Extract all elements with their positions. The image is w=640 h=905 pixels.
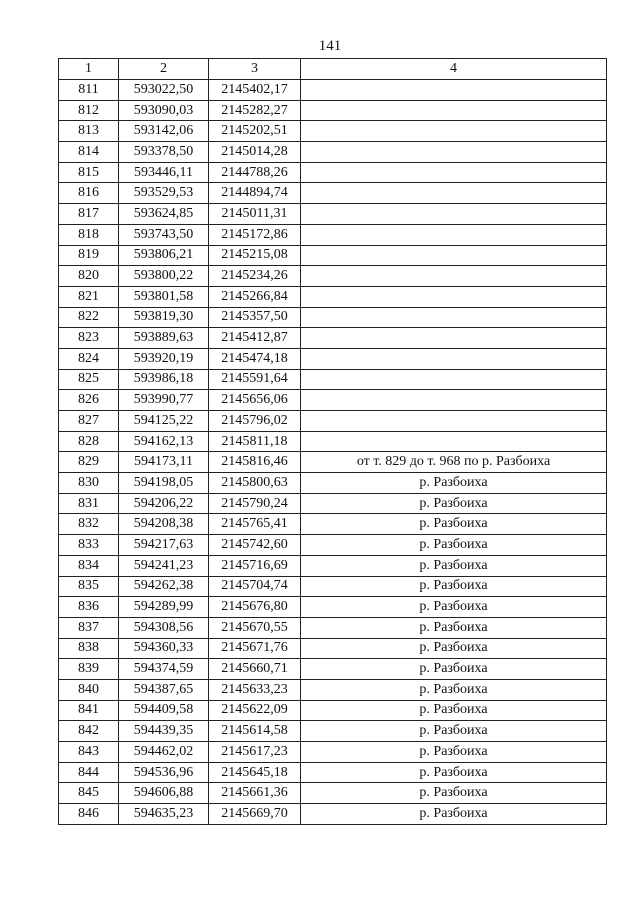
description-cell [301, 431, 607, 452]
y-coordinate-cell: 2144788,26 [209, 162, 301, 183]
table-row [59, 783, 607, 804]
y-coordinate-cell: 2145282,27 [209, 100, 301, 121]
point-number-cell: 833 [59, 535, 119, 556]
x-coordinate-cell: 594241,23 [119, 555, 209, 576]
point-number-cell: 817 [59, 204, 119, 225]
coordinates-table [58, 58, 607, 825]
description-cell: р. Разбоиха [301, 638, 607, 659]
table-row [59, 390, 607, 411]
y-coordinate-cell: 2145656,06 [209, 390, 301, 411]
y-coordinate-cell: 2145742,60 [209, 535, 301, 556]
description-cell [301, 80, 607, 101]
y-coordinate-cell: 2145645,18 [209, 762, 301, 783]
y-coordinate-cell: 2145671,76 [209, 638, 301, 659]
point-number-cell: 816 [59, 183, 119, 204]
point-number-cell: 834 [59, 555, 119, 576]
x-coordinate-cell: 593743,50 [119, 224, 209, 245]
table-row [59, 307, 607, 328]
x-coordinate-cell: 593986,18 [119, 369, 209, 390]
point-number-cell: 824 [59, 348, 119, 369]
description-cell: р. Разбоиха [301, 804, 607, 825]
x-coordinate-cell: 593378,50 [119, 142, 209, 163]
page-number: 141 [318, 38, 342, 54]
point-number-cell: 827 [59, 411, 119, 432]
point-number-cell: 836 [59, 597, 119, 618]
description-cell: р. Разбоиха [301, 493, 607, 514]
description-cell: р. Разбоиха [301, 721, 607, 742]
x-coordinate-cell: 593920,19 [119, 348, 209, 369]
point-number-cell: 839 [59, 659, 119, 680]
x-coordinate-cell: 594409,58 [119, 700, 209, 721]
x-coordinate-cell: 593801,58 [119, 286, 209, 307]
x-coordinate-cell: 593142,06 [119, 121, 209, 142]
x-coordinate-cell: 594173,11 [119, 452, 209, 473]
point-number-cell: 838 [59, 638, 119, 659]
point-number-cell: 844 [59, 762, 119, 783]
point-number-cell: 831 [59, 493, 119, 514]
y-coordinate-cell: 2145402,17 [209, 80, 301, 101]
y-coordinate-cell: 2145796,02 [209, 411, 301, 432]
point-number-cell: 842 [59, 721, 119, 742]
description-cell [301, 224, 607, 245]
description-cell [301, 411, 607, 432]
description-cell [301, 348, 607, 369]
table-row [59, 493, 607, 514]
x-coordinate-cell: 593090,03 [119, 100, 209, 121]
x-coordinate-cell: 594198,05 [119, 473, 209, 494]
x-coordinate-cell: 593022,50 [119, 80, 209, 101]
point-number-cell: 819 [59, 245, 119, 266]
description-cell: р. Разбоиха [301, 742, 607, 763]
x-coordinate-cell: 593889,63 [119, 328, 209, 349]
table-row [59, 369, 607, 390]
column-header-x-coordinate: 2 [119, 59, 209, 80]
x-coordinate-cell: 594462,02 [119, 742, 209, 763]
description-cell: р. Разбоиха [301, 514, 607, 535]
x-coordinate-cell: 594606,88 [119, 783, 209, 804]
description-cell: р. Разбоиха [301, 555, 607, 576]
point-number-cell: 812 [59, 100, 119, 121]
description-cell [301, 369, 607, 390]
description-cell [301, 307, 607, 328]
x-coordinate-cell: 594439,35 [119, 721, 209, 742]
point-number-cell: 846 [59, 804, 119, 825]
description-cell: р. Разбоиха [301, 762, 607, 783]
table-row [59, 162, 607, 183]
y-coordinate-cell: 2145790,24 [209, 493, 301, 514]
description-cell: р. Разбоиха [301, 679, 607, 700]
table-body [59, 80, 607, 825]
table-row [59, 700, 607, 721]
table-row [59, 204, 607, 225]
x-coordinate-cell: 594162,13 [119, 431, 209, 452]
point-number-cell: 814 [59, 142, 119, 163]
point-number-cell: 829 [59, 452, 119, 473]
column-header-point-number: 1 [59, 59, 119, 80]
point-number-cell: 835 [59, 576, 119, 597]
x-coordinate-cell: 593529,53 [119, 183, 209, 204]
table-row [59, 224, 607, 245]
x-coordinate-cell: 594206,22 [119, 493, 209, 514]
table-row [59, 638, 607, 659]
description-cell [301, 390, 607, 411]
point-number-cell: 837 [59, 617, 119, 638]
description-cell: р. Разбоиха [301, 659, 607, 680]
y-coordinate-cell: 2145215,08 [209, 245, 301, 266]
point-number-cell: 822 [59, 307, 119, 328]
description-cell [301, 328, 607, 349]
table-row [59, 411, 607, 432]
table-row [59, 659, 607, 680]
table-row [59, 514, 607, 535]
table-row [59, 617, 607, 638]
point-number-cell: 815 [59, 162, 119, 183]
table-row [59, 121, 607, 142]
y-coordinate-cell: 2145704,74 [209, 576, 301, 597]
y-coordinate-cell: 2145716,69 [209, 555, 301, 576]
point-number-cell: 830 [59, 473, 119, 494]
table-row [59, 679, 607, 700]
table-header-row [59, 59, 607, 80]
description-cell: р. Разбоиха [301, 576, 607, 597]
table-row [59, 804, 607, 825]
point-number-cell: 845 [59, 783, 119, 804]
y-coordinate-cell: 2145633,23 [209, 679, 301, 700]
table-row [59, 80, 607, 101]
table-row [59, 100, 607, 121]
x-coordinate-cell: 594125,22 [119, 411, 209, 432]
y-coordinate-cell: 2145622,09 [209, 700, 301, 721]
y-coordinate-cell: 2145014,28 [209, 142, 301, 163]
y-coordinate-cell: 2145670,55 [209, 617, 301, 638]
y-coordinate-cell: 2145412,87 [209, 328, 301, 349]
point-number-cell: 825 [59, 369, 119, 390]
table-row [59, 555, 607, 576]
x-coordinate-cell: 593819,30 [119, 307, 209, 328]
table-row [59, 473, 607, 494]
point-number-cell: 843 [59, 742, 119, 763]
x-coordinate-cell: 594217,63 [119, 535, 209, 556]
description-cell [301, 183, 607, 204]
x-coordinate-cell: 594374,59 [119, 659, 209, 680]
y-coordinate-cell: 2145172,86 [209, 224, 301, 245]
y-coordinate-cell: 2145811,18 [209, 431, 301, 452]
x-coordinate-cell: 593446,11 [119, 162, 209, 183]
description-cell [301, 245, 607, 266]
table-row [59, 183, 607, 204]
y-coordinate-cell: 2145676,80 [209, 597, 301, 618]
y-coordinate-cell: 2145669,70 [209, 804, 301, 825]
point-number-cell: 811 [59, 80, 119, 101]
y-coordinate-cell: 2145591,64 [209, 369, 301, 390]
y-coordinate-cell: 2144894,74 [209, 183, 301, 204]
table-row [59, 742, 607, 763]
x-coordinate-cell: 594289,99 [119, 597, 209, 618]
point-number-cell: 818 [59, 224, 119, 245]
x-coordinate-cell: 594308,56 [119, 617, 209, 638]
x-coordinate-cell: 594360,33 [119, 638, 209, 659]
point-number-cell: 813 [59, 121, 119, 142]
x-coordinate-cell: 594208,38 [119, 514, 209, 535]
table-row [59, 348, 607, 369]
y-coordinate-cell: 2145660,71 [209, 659, 301, 680]
y-coordinate-cell: 2145357,50 [209, 307, 301, 328]
table-row [59, 721, 607, 742]
table-row [59, 597, 607, 618]
table-row [59, 286, 607, 307]
y-coordinate-cell: 2145011,31 [209, 204, 301, 225]
description-cell [301, 266, 607, 287]
x-coordinate-cell: 593990,77 [119, 390, 209, 411]
column-header-description: 4 [301, 59, 607, 80]
table-row [59, 576, 607, 597]
point-number-cell: 820 [59, 266, 119, 287]
column-header-y-coordinate: 3 [209, 59, 301, 80]
y-coordinate-cell: 2145202,51 [209, 121, 301, 142]
table-row [59, 266, 607, 287]
point-number-cell: 823 [59, 328, 119, 349]
table-row [59, 245, 607, 266]
description-cell: р. Разбоиха [301, 783, 607, 804]
point-number-cell: 841 [59, 700, 119, 721]
table-row [59, 328, 607, 349]
y-coordinate-cell: 2145661,36 [209, 783, 301, 804]
x-coordinate-cell: 594635,23 [119, 804, 209, 825]
y-coordinate-cell: 2145234,26 [209, 266, 301, 287]
description-cell: р. Разбоиха [301, 597, 607, 618]
description-cell: от т. 829 до т. 968 по р. Разбоиха [301, 452, 607, 473]
table-row [59, 452, 607, 473]
x-coordinate-cell: 594387,65 [119, 679, 209, 700]
description-cell: р. Разбоиха [301, 535, 607, 556]
description-cell: р. Разбоиха [301, 473, 607, 494]
description-cell [301, 162, 607, 183]
table-row [59, 142, 607, 163]
description-cell [301, 204, 607, 225]
table-row [59, 762, 607, 783]
y-coordinate-cell: 2145474,18 [209, 348, 301, 369]
x-coordinate-cell: 594262,38 [119, 576, 209, 597]
x-coordinate-cell: 593806,21 [119, 245, 209, 266]
description-cell: р. Разбоиха [301, 700, 607, 721]
description-cell [301, 142, 607, 163]
point-number-cell: 821 [59, 286, 119, 307]
table-row [59, 431, 607, 452]
point-number-cell: 828 [59, 431, 119, 452]
point-number-cell: 832 [59, 514, 119, 535]
y-coordinate-cell: 2145614,58 [209, 721, 301, 742]
y-coordinate-cell: 2145617,23 [209, 742, 301, 763]
x-coordinate-cell: 594536,96 [119, 762, 209, 783]
description-cell: р. Разбоиха [301, 617, 607, 638]
y-coordinate-cell: 2145816,46 [209, 452, 301, 473]
description-cell [301, 286, 607, 307]
x-coordinate-cell: 593624,85 [119, 204, 209, 225]
point-number-cell: 826 [59, 390, 119, 411]
table-row [59, 535, 607, 556]
description-cell [301, 121, 607, 142]
y-coordinate-cell: 2145765,41 [209, 514, 301, 535]
x-coordinate-cell: 593800,22 [119, 266, 209, 287]
y-coordinate-cell: 2145800,63 [209, 473, 301, 494]
point-number-cell: 840 [59, 679, 119, 700]
description-cell [301, 100, 607, 121]
y-coordinate-cell: 2145266,84 [209, 286, 301, 307]
